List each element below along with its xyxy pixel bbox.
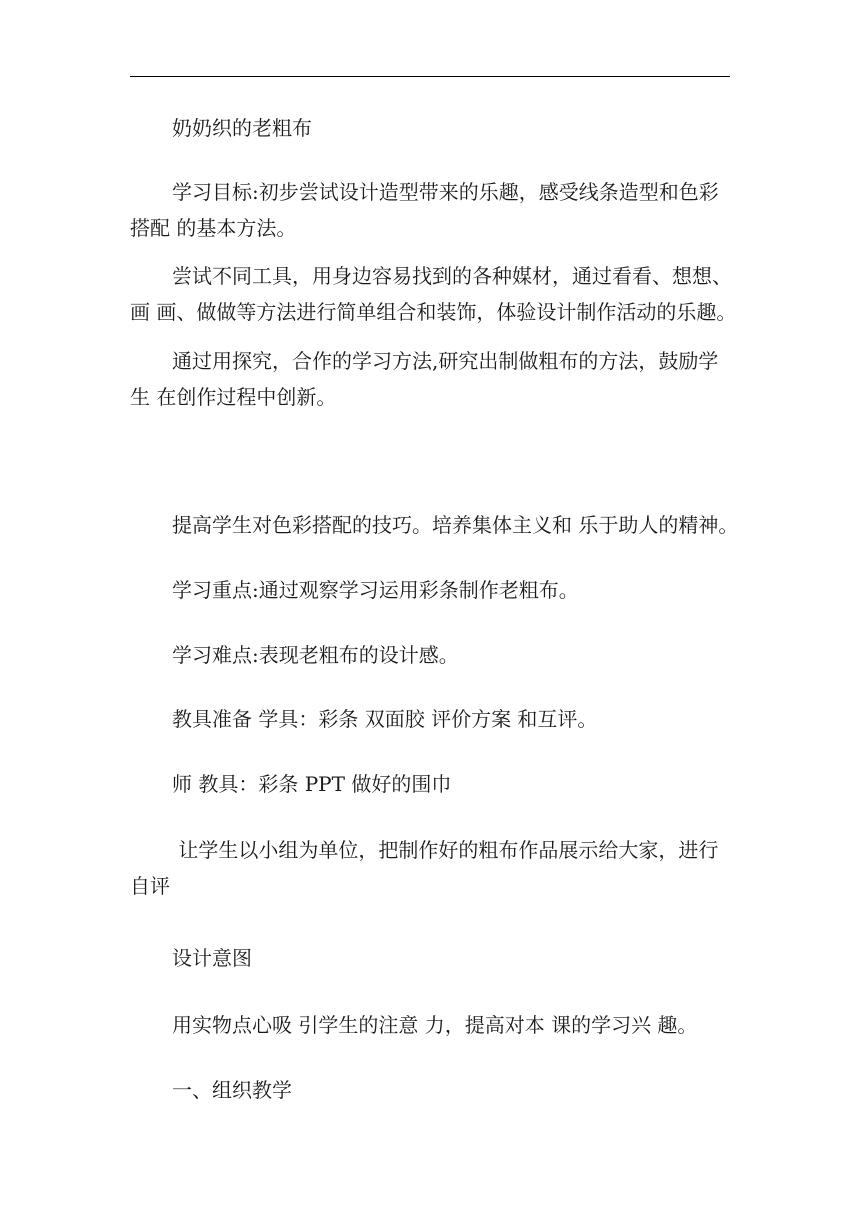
lesson-title [130, 110, 730, 146]
intent-paragraph [130, 1007, 730, 1043]
learning-goal-line-1: 学习目标:初步尝试设计造型带来的乐趣，感受线条造型和色彩 [172, 180, 719, 204]
key-point-paragraph [130, 572, 730, 608]
design-intent-heading [130, 940, 730, 976]
difficulty-paragraph [130, 637, 730, 673]
tools-paragraph [130, 258, 737, 330]
key-point-line: 学习重点:通过观察学习运用彩条制作老粗布。 [172, 578, 579, 602]
learning-goal-paragraph [130, 174, 730, 246]
prep-students-line: 教具准备 学具：彩条 双面胶 评价方案 和互评。 [172, 707, 598, 731]
section-organize-teaching-text: 一、组织教学 [172, 1078, 292, 1102]
header-rule [130, 76, 730, 77]
intent-line: 用实物点心吸 引学生的注意 力，提高对本 课的学习兴 趣。 [172, 1013, 698, 1037]
skills-line: 提高学生对色彩搭配的技巧。培养集体主义和 乐于助人的精神。 [172, 513, 739, 537]
prep-students-paragraph [130, 701, 730, 737]
explore-line-2: 生 在创作过程中创新。 [130, 385, 337, 409]
tools-line-2: 画 画、做做等方法进行简单组合和装饰，体验设计制作活动的乐趣。 [130, 300, 737, 324]
explore-paragraph [130, 343, 730, 415]
explore-line-1: 通过用探究，合作的学习方法,研究出制做粗布的方法，鼓励学 [172, 349, 719, 373]
learning-goal-line-2: 搭配 的基本方法。 [130, 216, 297, 240]
evaluation-line-2: 自评 [130, 874, 170, 898]
lesson-title-text: 奶奶织的老粗布 [172, 116, 312, 140]
prep-teacher-paragraph [130, 766, 730, 802]
skills-paragraph [130, 507, 739, 543]
design-intent-text: 设计意图 [172, 946, 252, 970]
evaluation-paragraph [130, 832, 730, 904]
section-organize-teaching [130, 1072, 730, 1108]
tools-line-1: 尝试不同工具，用身边容易找到的各种媒材，通过看看、想想、 [172, 264, 732, 288]
prep-teacher-line: 师 教具：彩条 PPT 做好的围巾 [172, 772, 452, 796]
evaluation-line-1: 让学生以小组为单位，把制作好的粗布作品展示给大家，进行 [172, 838, 719, 862]
difficulty-line: 学习难点:表现老粗布的设计感。 [172, 643, 459, 667]
